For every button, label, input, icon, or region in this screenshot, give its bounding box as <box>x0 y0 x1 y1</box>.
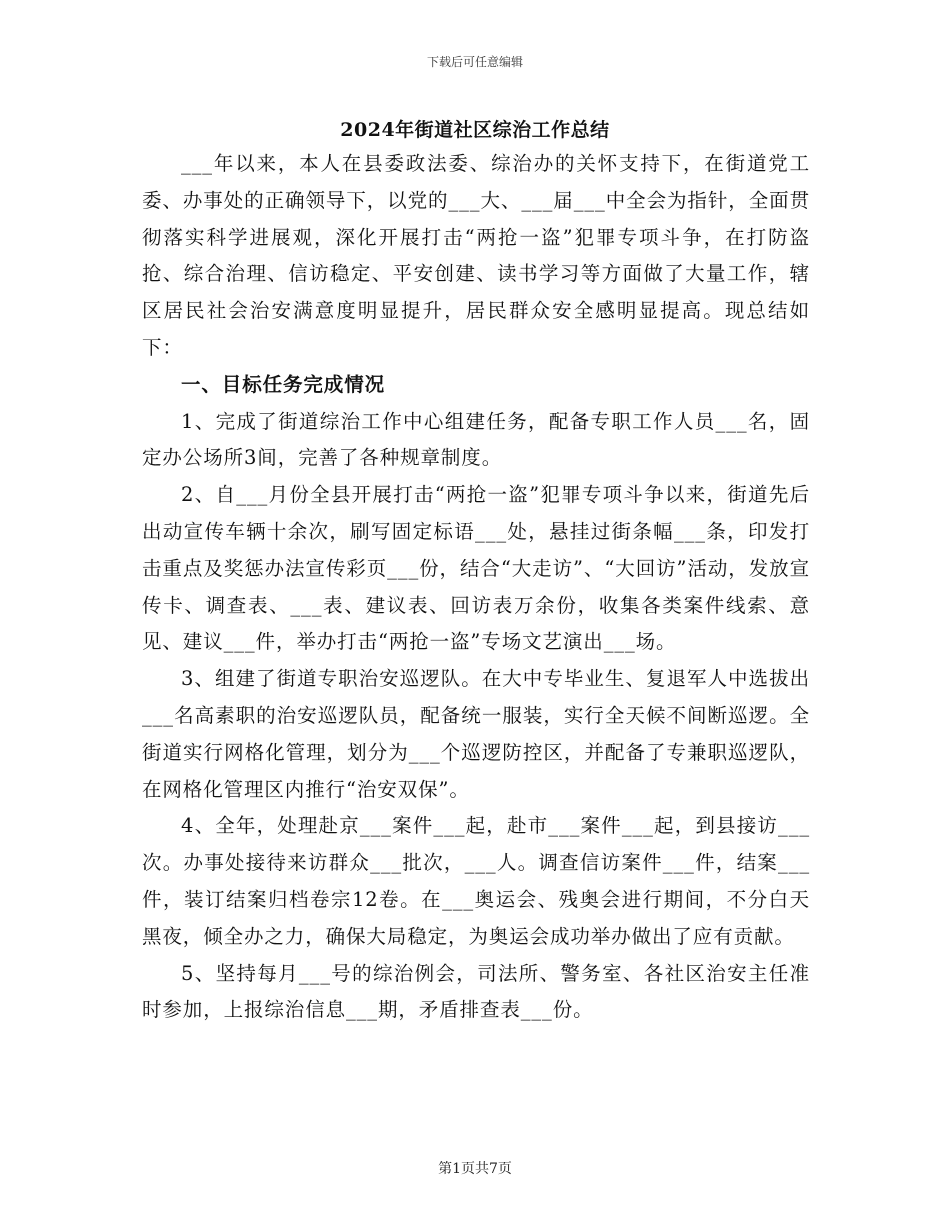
list-item: 5、坚持每月___号的综治例会，司法所、警务室、各社区治安主任准时参加，上报综治信息___期，矛盾排查表___份。 <box>142 961 810 1022</box>
page-number: 第1页共7页 <box>438 1161 512 1177</box>
list-item: 1、完成了街道综治工作中心组建任务，配备专职工作人员___名，固定办公场所3间，完善了各种规章制度。 <box>142 409 810 470</box>
list-item: 3、组建了街道专职治安巡逻队。在大中专毕业生、复退军人中选拔出___名高素职的治安巡逻队员，配备统一服装，实行全天候不间断巡逻。全街道实行网格化管理，划分为___个巡逻防控区，并配备了专兼职巡逻队，在网格化管理区内推行“治安双保”。 <box>142 667 810 801</box>
document-title: 2024年街道社区综治工作总结 <box>340 119 610 141</box>
list-item: 2、自___月份全县开展打击“两抢一盗”犯罪专项斗争以来，街道先后出动宣传车辆十余次，刷写固定标语___处，悬挂过街条幅___条，印发打击重点及奖惩办法宣传彩页___份，结合“大走访”、“大回访”活动，发放宣传卡、调查表、___表、建议表、回访表万余份，收集各类案件线索、意见、建议___件，举办打击“两抢一盗”专场文艺演出___场。 <box>142 483 810 654</box>
document-body <box>142 146 810 1029</box>
list-item: 4、全年，处理赴京___案件___起，赴市___案件___起，到县接访___次。办事处接待来访群众___批次，___人。调查信访案件___件，结案___件，装订结案归档卷宗12卷。在___奥运会、残奥会进行期间，不分白天黑夜，倾全办之力，确保大局稳定，为奥运会成功举办做出了应有贡献。 <box>142 814 810 948</box>
section-heading: 一、目标任务完成情况 <box>181 372 386 396</box>
page-header-note: 下载后可任意编辑 <box>426 55 523 69</box>
intro-paragraph: ___年以来，本人在县委政法委、综治办的关怀支持下，在街道党工委、办事处的正确领导下，以党的___大、___届___中全会为指针，全面贯彻落实科学进展观，深化开展打击“两抢一盗”犯罪专项斗争，在打防盗抢、综合治理、信访稳定、平安创建、读书学习等方面做了大量工作，辖区居民社会治安满意度明显提升，居民群众安全感明显提高。现总结如下： <box>142 152 810 359</box>
